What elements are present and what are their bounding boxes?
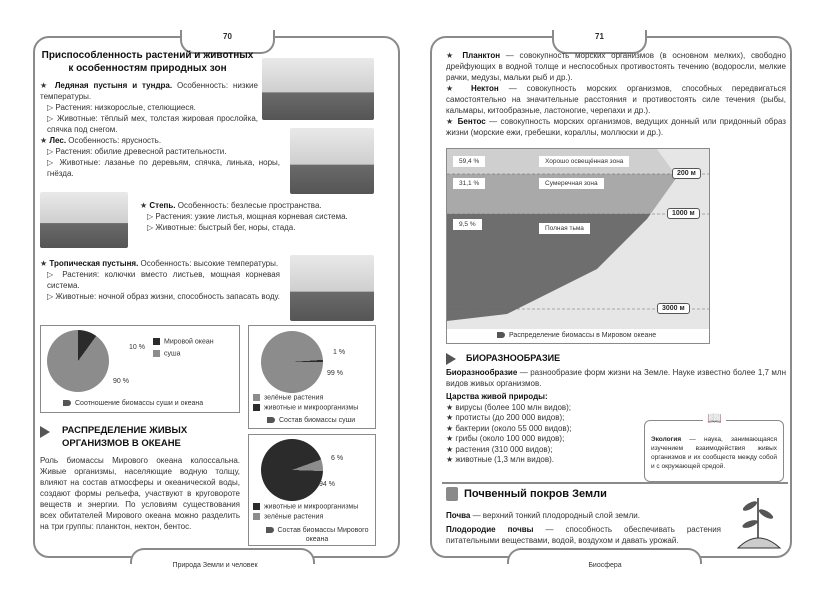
page-number: 70 <box>223 32 232 41</box>
chart-ocean-biomass: 6 % 94 % животные и микроорганизмы зелёные растения Состав биомассы Мирового океана <box>248 434 376 546</box>
pie-land-biomass <box>261 331 323 393</box>
pie-ocean-biomass <box>261 439 323 501</box>
soil-text: Почва — верхний тонкий плодородный слой земли. Плодородие почвы — способность обеспечивать растения питательными веществами, водой, воздухом и давать урожай. <box>446 511 721 545</box>
kingdom-item: ★ растения (310 000 видов); <box>446 444 553 454</box>
page-number: 71 <box>595 32 604 41</box>
chart-caption: Состав биомассы Мирового океана <box>261 526 373 544</box>
group-plankton: ★ Планктон — совокупность морских организмов (в основном мелких), свободно дрейфующих в водной толще и неспособных противостоять течению (водоросли, мелкие рачки, медузы, мальки рыб и др.). <box>446 51 786 82</box>
location-pin-icon <box>446 487 458 501</box>
tundra-illustration <box>262 58 374 120</box>
group-nekton: ★ Нектон — совокупность морских организмов, способных передвигаться самостоятельно на значительные расстояния и противостоять силе течения (рыбы, кальмары, китообразные, ластоногие, черепахи и др.). <box>446 84 786 115</box>
divider <box>442 482 788 484</box>
ocean-biomass-diagram: 59,4 % Хорошо освещённая зона 31,1 % Сумеречная зона 9,5 % Полная тьма 200 м 1000 м 3000 м Распределение биомассы в Мировом океане <box>446 148 710 344</box>
biodiversity-definition: Биоразнообразие — разнообразие форм жизни на Земле. Науке известно более 1,7 млн видов живых организмов. <box>446 368 786 388</box>
diagram-caption: Распределение биомассы в Мировом океане <box>497 332 656 339</box>
zone-tundra: ★ Ледяная пустыня и тундра. Особенность: низкие температуры. ▷ Растения: низкорослые, стелющиеся. ▷ Животные: тёплый мех, толстая жировая прослойка, спячка под снегом. <box>40 81 258 134</box>
triangle-icon: ▷ <box>47 114 57 123</box>
seabed-slope <box>447 149 710 329</box>
kingdoms-list: Царства живой природы: ★ вирусы (более 100 млн видов); ★ протисты (до 200 000 видов); ★ бактерии (около 55 000 видов); ★ грибы (около 100 000 видов); ★ растения (310 000 видов); ★ животные (1,3 млн видов). <box>446 392 606 466</box>
triangle-icon: ▷ <box>47 292 56 301</box>
chart-caption: Соотношение биомассы суши и океана <box>63 400 203 407</box>
zone-steppe: ★ Степь. Особенность: безлесые пространства. ▷ Растения: узкие листья, мощная корневая система. ▷ Животные: быстрый бег, норы, стада. <box>140 201 348 232</box>
right-footer: Биосфера <box>588 562 622 569</box>
legend-item: животные и микроорганизмы <box>253 503 358 510</box>
soil-heading: Почвенный покров Земли <box>446 487 607 501</box>
chart-caption: Состав биомассы суши <box>267 417 355 424</box>
chart-land-ocean: 10 % 90 % Мировой океан суша Соотношение биомассы суши и океана <box>40 325 240 413</box>
legend-item: суша <box>153 350 181 357</box>
triangle-icon: ▷ <box>47 270 63 279</box>
kingdom-item: ★ грибы (около 100 000 видов); <box>446 434 565 443</box>
desert-illustration <box>290 255 374 321</box>
star-icon: ★ <box>40 259 50 268</box>
tag-icon <box>63 400 71 406</box>
arrow-icon <box>446 353 456 365</box>
sea-creatures-illustration <box>718 150 788 340</box>
pie-land-ocean <box>47 330 109 392</box>
kingdom-item: ★ протисты (до 200 000 видов); <box>446 413 565 422</box>
group-benthos: ★ Бентос — совокупность морских организмов, ведущих донный или придонный образ жизни (морские ежи, гребешки, кораллы, моллюски и др.). <box>446 117 786 137</box>
legend-item: зелёные растения <box>253 394 323 401</box>
plant-sprout-icon <box>730 488 785 550</box>
book-icon: 📖 <box>703 414 726 423</box>
star-icon: ★ <box>40 81 55 90</box>
tag-icon <box>497 332 505 338</box>
legend-item: животные и микроорганизмы <box>253 404 358 411</box>
arrow-icon <box>40 426 50 438</box>
forest-illustration <box>290 128 374 194</box>
zone-tropical-desert: ★ Тропическая пустыня. Особенность: высокие температуры. ▷ Растения: колючки вместо листьев, мощная корневая система. ▷ Животные: ночной образ жизни, способность запасать воду. <box>40 259 281 301</box>
left-page-title: Приспособленность растений и животных к особенностям природных зон <box>41 50 254 74</box>
triangle-icon: ▷ <box>47 158 60 167</box>
kingdom-item: ★ вирусы (более 100 млн видов); <box>446 402 572 412</box>
left-footer: Природа Земли и человек <box>172 562 258 569</box>
biodiversity-heading: БИОРАЗНООБРАЗИЕ <box>446 352 560 365</box>
triangle-icon: ▷ <box>47 103 56 112</box>
chart-land-biomass: 1 % 99 % зелёные растения животные и микроорганизмы Состав биомассы суши <box>248 325 376 429</box>
zone-forest: ★ Лес. Особенность: ярусность. ▷ Растения: обилие древесной растительности. ▷ Животные: лазанье по деревьям, спячка, линька, норы, гнёзда. <box>40 136 280 178</box>
ocean-groups <box>446 50 786 138</box>
tag-icon <box>266 527 274 533</box>
kingdom-item: ★ бактерии (около 55 000 видов); <box>446 423 572 433</box>
ocean-distribution-heading: РАСПРЕДЕЛЕНИЕ ЖИВЫХ ОРГАНИЗМОВ В ОКЕАНЕ <box>40 424 240 450</box>
kingdom-item: ★ животные (1,3 млн видов). <box>446 455 554 464</box>
legend-item: Мировой океан <box>153 338 214 345</box>
star-icon: ★ <box>140 201 150 210</box>
legend-item: зелёные растения <box>253 513 323 520</box>
triangle-icon: ▷ <box>147 212 156 221</box>
ocean-distribution-text: Роль биомассы Мирового океана колоссальна. Живые организмы, населяющие водную толщу, влияют на состав атмосферы и океанической воды, создают формы рельефа, участвуют в круговороте веществ и энергии. По условиям существования всех обитателей Мирового океана можно разделить на три группы: планктон, нектон, бентос. <box>40 456 240 531</box>
triangle-icon: ▷ <box>47 147 56 156</box>
steppe-illustration <box>40 192 128 248</box>
ecology-note: 📖 Экология — наука, занимающаяся изучением взаимодействия живых организмов и их сообществ между собой и с окружающей средой. <box>644 420 784 482</box>
tag-icon <box>267 417 275 423</box>
triangle-icon: ▷ <box>147 223 156 232</box>
star-icon: ★ <box>40 136 50 145</box>
